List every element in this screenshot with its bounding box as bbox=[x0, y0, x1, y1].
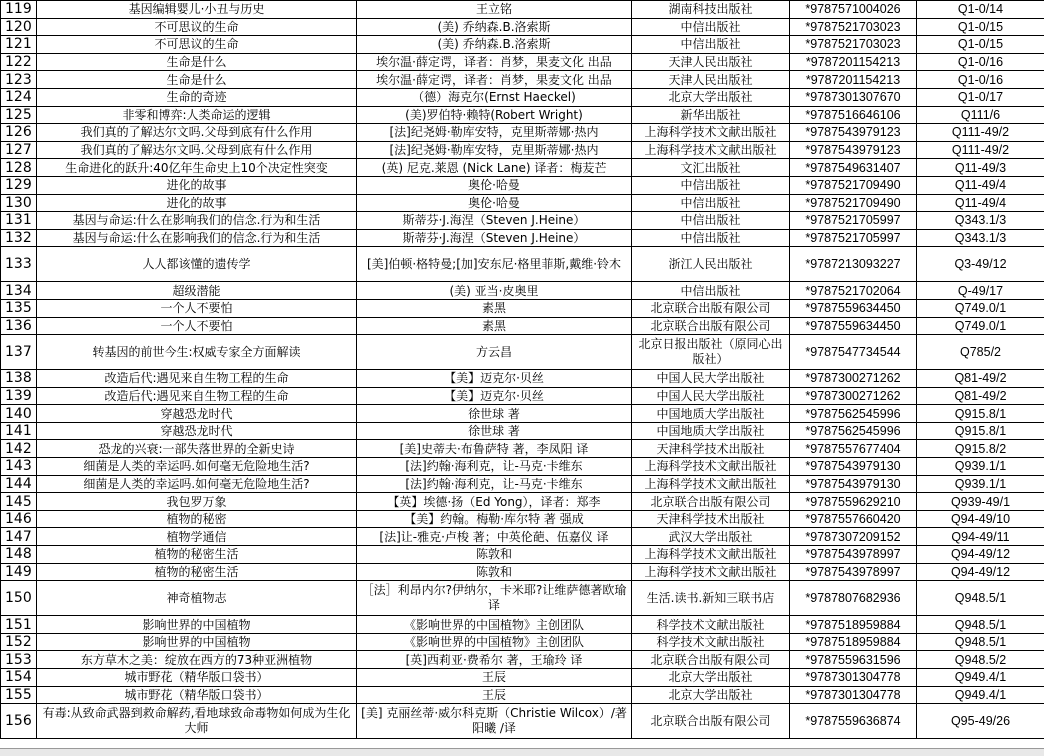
publisher-cell[interactable]: 天津科学技术出版社 bbox=[632, 510, 790, 528]
isbn-cell[interactable]: *9787807682936 bbox=[790, 581, 917, 616]
publisher-cell[interactable]: 中信出版社 bbox=[632, 18, 790, 36]
table-row bbox=[1, 475, 1044, 493]
call-number-cell[interactable]: Q1-0/14 bbox=[917, 1, 1044, 19]
table-row bbox=[1, 141, 1044, 159]
title-cell[interactable]: 不可思议的生命 bbox=[37, 36, 357, 54]
call-number-cell[interactable]: Q948.5/1 bbox=[917, 581, 1044, 616]
call-number-cell[interactable]: Q785/2 bbox=[917, 335, 1044, 370]
row-number-cell[interactable]: 149 bbox=[1, 563, 37, 581]
table-row bbox=[1, 422, 1044, 440]
table-row bbox=[1, 633, 1044, 651]
isbn-cell[interactable]: *9787521705997 bbox=[790, 229, 917, 247]
table-row bbox=[1, 387, 1044, 405]
row-number-cell[interactable]: 133 bbox=[1, 247, 37, 282]
title-cell[interactable]: 细菌是人类的幸运吗.如何毫无危险地生活? bbox=[37, 458, 357, 476]
table-row bbox=[1, 106, 1044, 124]
call-number-cell[interactable]: Q94-49/10 bbox=[917, 510, 1044, 528]
publisher-cell[interactable]: 北京大学出版社 bbox=[632, 669, 790, 687]
isbn-cell[interactable]: *9787562545996 bbox=[790, 405, 917, 423]
row-number-cell[interactable]: 126 bbox=[1, 124, 37, 142]
call-number-cell[interactable]: Q81-49/2 bbox=[917, 370, 1044, 388]
publisher-cell[interactable]: 中信出版社 bbox=[632, 282, 790, 300]
row-number-cell[interactable]: 132 bbox=[1, 229, 37, 247]
table-row bbox=[1, 299, 1044, 317]
call-number-cell[interactable]: Q948.5/2 bbox=[917, 651, 1044, 669]
table-row bbox=[1, 229, 1044, 247]
row-number-cell[interactable]: 140 bbox=[1, 405, 37, 423]
author-cell[interactable]: 【美】约翰。梅勒·库尔特 著 强成 bbox=[357, 510, 632, 528]
table-row bbox=[1, 159, 1044, 177]
isbn-cell[interactable]: *9787543979130 bbox=[790, 475, 917, 493]
table-row bbox=[1, 88, 1044, 106]
row-number-cell[interactable]: 156 bbox=[1, 704, 37, 739]
publisher-cell[interactable]: 文汇出版社 bbox=[632, 159, 790, 177]
call-number-cell[interactable]: Q948.5/1 bbox=[917, 633, 1044, 651]
title-cell[interactable]: 穿越恐龙时代 bbox=[37, 422, 357, 440]
publisher-cell[interactable]: 中信出版社 bbox=[632, 36, 790, 54]
row-number-cell[interactable]: 148 bbox=[1, 546, 37, 564]
publisher-cell[interactable]: 中国地质大学出版社 bbox=[632, 405, 790, 423]
publisher-cell[interactable]: 上海科学技术文献出版社 bbox=[632, 546, 790, 564]
isbn-cell[interactable]: *9787300271262 bbox=[790, 387, 917, 405]
call-number-cell[interactable]: Q948.5/1 bbox=[917, 616, 1044, 634]
author-cell[interactable]: [美]史蒂夫·布鲁萨特 著，李凤阳 译 bbox=[357, 440, 632, 458]
author-cell[interactable]: [美]伯顿·格特曼;[加]安东尼·格里菲斯,戴维·铃木 bbox=[357, 247, 632, 282]
isbn-cell[interactable]: *9787521702064 bbox=[790, 282, 917, 300]
title-cell[interactable]: 植物的秘密 bbox=[37, 510, 357, 528]
table-row bbox=[1, 686, 1044, 704]
isbn-cell[interactable]: *9787559631596 bbox=[790, 651, 917, 669]
author-cell[interactable]: (英) 尼克.莱恩 (Nick Lane) 译者：梅苃芒 bbox=[357, 159, 632, 177]
publisher-cell[interactable]: 上海科学技术文献出版社 bbox=[632, 475, 790, 493]
title-cell[interactable]: 进化的故事 bbox=[37, 176, 357, 194]
call-number-cell[interactable]: Q915.8/1 bbox=[917, 422, 1044, 440]
call-number-cell[interactable]: Q1-0/16 bbox=[917, 71, 1044, 89]
table-row bbox=[1, 510, 1044, 528]
publisher-cell[interactable]: 北京联合出版有限公司 bbox=[632, 704, 790, 739]
call-number-cell[interactable]: Q94-49/11 bbox=[917, 528, 1044, 546]
table-row bbox=[1, 616, 1044, 634]
title-cell[interactable]: 一个人不要怕 bbox=[37, 317, 357, 335]
table-row bbox=[1, 440, 1044, 458]
table-row bbox=[1, 317, 1044, 335]
call-number-cell[interactable]: Q11-49/4 bbox=[917, 194, 1044, 212]
publisher-cell[interactable]: 武汉大学出版社 bbox=[632, 528, 790, 546]
publisher-cell[interactable]: 北京联合出版有限公司 bbox=[632, 493, 790, 511]
table-row bbox=[1, 1, 1044, 19]
author-cell[interactable]: 徐世球 著 bbox=[357, 405, 632, 423]
call-number-cell[interactable]: Q939-49/1 bbox=[917, 493, 1044, 511]
author-cell[interactable]: 埃尔温·薛定谔，译者：肖梦，果麦文化 出品 bbox=[357, 53, 632, 71]
author-cell[interactable]: [法]约翰·海利克，让-马克·卡维东 bbox=[357, 458, 632, 476]
publisher-cell[interactable]: 中国人民大学出版社 bbox=[632, 387, 790, 405]
author-cell[interactable]: (美) 乔纳森.B.洛索斯 bbox=[357, 36, 632, 54]
call-number-cell[interactable]: Q1-0/16 bbox=[917, 53, 1044, 71]
isbn-cell[interactable]: *9787301304778 bbox=[790, 686, 917, 704]
publisher-cell[interactable]: 中国人民大学出版社 bbox=[632, 370, 790, 388]
title-cell[interactable]: 细菌是人类的幸运吗.如何毫无危险地生活? bbox=[37, 475, 357, 493]
isbn-cell[interactable]: *9787201154213 bbox=[790, 53, 917, 71]
author-cell[interactable]: 王辰 bbox=[357, 669, 632, 687]
title-cell[interactable]: 有毒:从致命武器到救命解药,看地球致命毒物如何成为生化大师 bbox=[37, 704, 357, 739]
publisher-cell[interactable]: 北京大学出版社 bbox=[632, 88, 790, 106]
author-cell[interactable]: 王辰 bbox=[357, 686, 632, 704]
row-number-cell[interactable]: 135 bbox=[1, 299, 37, 317]
publisher-cell[interactable]: 浙江人民出版社 bbox=[632, 247, 790, 282]
publisher-cell[interactable]: 科学技术文献出版社 bbox=[632, 633, 790, 651]
table-row bbox=[1, 53, 1044, 71]
call-number-cell[interactable]: Q915.8/2 bbox=[917, 440, 1044, 458]
row-number-cell[interactable]: 125 bbox=[1, 106, 37, 124]
title-cell[interactable]: 穿越恐龙时代 bbox=[37, 405, 357, 423]
row-number-cell[interactable]: 139 bbox=[1, 387, 37, 405]
row-number-cell[interactable]: 144 bbox=[1, 475, 37, 493]
publisher-cell[interactable]: 科学技术文献出版社 bbox=[632, 616, 790, 634]
isbn-cell[interactable]: *9787549631407 bbox=[790, 159, 917, 177]
isbn-cell[interactable]: *9787516646106 bbox=[790, 106, 917, 124]
publisher-cell[interactable]: 上海科学技术文献出版社 bbox=[632, 141, 790, 159]
row-number-cell[interactable]: 119 bbox=[1, 1, 37, 19]
table-row bbox=[1, 405, 1044, 423]
author-cell[interactable]: ［法］利昂内尔?伊纳尔，卡米耶?让维萨德著欧瑜 译 bbox=[357, 581, 632, 616]
row-number-cell[interactable]: 131 bbox=[1, 212, 37, 230]
isbn-cell[interactable]: *9787547734544 bbox=[790, 335, 917, 370]
title-cell[interactable]: 非零和博弈:人类命运的逻辑 bbox=[37, 106, 357, 124]
table-row bbox=[1, 71, 1044, 89]
author-cell[interactable]: 奥伦·哈曼 bbox=[357, 176, 632, 194]
call-number-cell[interactable]: Q749.0/1 bbox=[917, 317, 1044, 335]
row-number-cell[interactable]: 147 bbox=[1, 528, 37, 546]
publisher-cell[interactable]: 中信出版社 bbox=[632, 229, 790, 247]
isbn-cell[interactable]: *9787518959884 bbox=[790, 616, 917, 634]
spreadsheet-body bbox=[1, 1, 1044, 739]
title-cell[interactable]: 恐龙的兴衰:一部失落世界的全新史诗 bbox=[37, 440, 357, 458]
publisher-cell[interactable]: 中信出版社 bbox=[632, 194, 790, 212]
isbn-cell[interactable]: *9787201154213 bbox=[790, 71, 917, 89]
title-cell[interactable]: 超级潜能 bbox=[37, 282, 357, 300]
title-cell[interactable]: 植物的秘密生活 bbox=[37, 546, 357, 564]
isbn-cell[interactable]: *9787543979130 bbox=[790, 458, 917, 476]
title-cell[interactable]: 转基因的前世今生:权威专家全方面解读 bbox=[37, 335, 357, 370]
call-number-cell[interactable]: Q343.1/3 bbox=[917, 229, 1044, 247]
isbn-cell[interactable]: *9787307209152 bbox=[790, 528, 917, 546]
author-cell[interactable]: (美) 亚当·皮奥里 bbox=[357, 282, 632, 300]
call-number-cell[interactable]: Q343.1/3 bbox=[917, 212, 1044, 230]
table-row bbox=[1, 36, 1044, 54]
table-row bbox=[1, 528, 1044, 546]
call-number-cell[interactable]: Q111-49/2 bbox=[917, 141, 1044, 159]
row-number-cell[interactable]: 122 bbox=[1, 53, 37, 71]
author-cell[interactable]: [法]纪尧姆·勒库安特，克里斯蒂娜·热内 bbox=[357, 141, 632, 159]
author-cell[interactable]: [法]约翰·海利克，让-马克·卡维东 bbox=[357, 475, 632, 493]
publisher-cell[interactable]: 中国地质大学出版社 bbox=[632, 422, 790, 440]
author-cell[interactable]: 埃尔温·薛定谔，译者：肖梦，果麦文化 出品 bbox=[357, 71, 632, 89]
isbn-cell[interactable]: *9787521703023 bbox=[790, 18, 917, 36]
call-number-cell[interactable]: Q749.0/1 bbox=[917, 299, 1044, 317]
publisher-cell[interactable]: 中信出版社 bbox=[632, 176, 790, 194]
isbn-cell[interactable]: *9787543979123 bbox=[790, 141, 917, 159]
row-number-cell[interactable]: 145 bbox=[1, 493, 37, 511]
title-cell[interactable]: 生命是什么 bbox=[37, 53, 357, 71]
call-number-cell[interactable]: Q915.8/1 bbox=[917, 405, 1044, 423]
table-row bbox=[1, 335, 1044, 370]
call-number-cell[interactable]: Q939.1/1 bbox=[917, 475, 1044, 493]
author-cell[interactable]: 《影响世界的中国植物》主创团队 bbox=[357, 633, 632, 651]
row-number-cell[interactable]: 127 bbox=[1, 141, 37, 159]
call-number-cell[interactable]: Q949.4/1 bbox=[917, 669, 1044, 687]
title-cell[interactable]: 生命是什么 bbox=[37, 71, 357, 89]
row-number-cell[interactable]: 121 bbox=[1, 36, 37, 54]
row-number-cell[interactable]: 143 bbox=[1, 458, 37, 476]
title-cell[interactable]: 城市野花（精华版口袋书） bbox=[37, 686, 357, 704]
row-number-cell[interactable]: 134 bbox=[1, 282, 37, 300]
call-number-cell[interactable]: Q11-49/3 bbox=[917, 159, 1044, 177]
table-row bbox=[1, 370, 1044, 388]
title-cell[interactable]: 基因编辑婴儿·小丑与历史 bbox=[37, 1, 357, 19]
table-row bbox=[1, 493, 1044, 511]
author-cell[interactable]: 陈敦和 bbox=[357, 563, 632, 581]
author-cell[interactable]: 陈敦和 bbox=[357, 546, 632, 564]
row-number-cell[interactable]: 146 bbox=[1, 510, 37, 528]
publisher-cell[interactable]: 北京联合出版有限公司 bbox=[632, 299, 790, 317]
isbn-cell[interactable]: *9787521709490 bbox=[790, 176, 917, 194]
row-number-cell[interactable]: 153 bbox=[1, 651, 37, 669]
call-number-cell[interactable]: Q111/6 bbox=[917, 106, 1044, 124]
table-row bbox=[1, 546, 1044, 564]
isbn-cell[interactable]: *9787521705997 bbox=[790, 212, 917, 230]
author-cell[interactable]: 素黑 bbox=[357, 299, 632, 317]
call-number-cell[interactable]: Q94-49/12 bbox=[917, 563, 1044, 581]
author-cell[interactable]: 奥伦·哈曼 bbox=[357, 194, 632, 212]
author-cell[interactable]: (美)罗伯特·赖特(Robert Wright) bbox=[357, 106, 632, 124]
row-number-cell[interactable]: 138 bbox=[1, 370, 37, 388]
author-cell[interactable]: [英]西莉亚·费希尔 著，王瑜玲 译 bbox=[357, 651, 632, 669]
isbn-cell[interactable]: *9787559636874 bbox=[790, 704, 917, 739]
author-cell[interactable]: [法]让-雅克·卢梭 著；中英伦葩、伍嘉仪 译 bbox=[357, 528, 632, 546]
title-cell[interactable]: 影响世界的中国植物 bbox=[37, 616, 357, 634]
row-number-cell[interactable]: 124 bbox=[1, 88, 37, 106]
table-row bbox=[1, 212, 1044, 230]
title-cell[interactable]: 神奇植物志 bbox=[37, 581, 357, 616]
title-cell[interactable]: 基因与命运:什么在影响我们的信念.行为和生活 bbox=[37, 212, 357, 230]
isbn-cell[interactable]: *9787559629210 bbox=[790, 493, 917, 511]
table-row bbox=[1, 669, 1044, 687]
table-row bbox=[1, 651, 1044, 669]
author-cell[interactable]: 方云昌 bbox=[357, 335, 632, 370]
isbn-cell[interactable]: *9787518959884 bbox=[790, 633, 917, 651]
row-number-cell[interactable]: 120 bbox=[1, 18, 37, 36]
row-number-cell[interactable]: 123 bbox=[1, 71, 37, 89]
row-number-cell[interactable]: 154 bbox=[1, 669, 37, 687]
publisher-cell[interactable]: 上海科学技术文献出版社 bbox=[632, 458, 790, 476]
author-cell[interactable]: 斯蒂芬·J.海涅（Steven J.Heine） bbox=[357, 229, 632, 247]
isbn-cell[interactable]: *9787559634450 bbox=[790, 317, 917, 335]
row-number-cell[interactable]: 137 bbox=[1, 335, 37, 370]
title-cell[interactable]: 改造后代:遇见来自生物工程的生命 bbox=[37, 370, 357, 388]
table-row bbox=[1, 458, 1044, 476]
call-number-cell[interactable]: Q3-49/12 bbox=[917, 247, 1044, 282]
isbn-cell[interactable]: *9787213093227 bbox=[790, 247, 917, 282]
author-cell[interactable]: 【英】埃德·扬（Ed Yong），译者：郑李 bbox=[357, 493, 632, 511]
publisher-cell[interactable]: 天津科学技术出版社 bbox=[632, 440, 790, 458]
row-number-cell[interactable]: 130 bbox=[1, 194, 37, 212]
title-cell[interactable]: 我们真的了解达尔文吗.父母到底有什么作用 bbox=[37, 124, 357, 142]
isbn-cell[interactable]: *9787301304778 bbox=[790, 669, 917, 687]
author-cell[interactable]: (美) 乔纳森.B.洛索斯 bbox=[357, 18, 632, 36]
isbn-cell[interactable]: *9787559634450 bbox=[790, 299, 917, 317]
title-cell[interactable]: 我们真的了解达尔文吗.父母到底有什么作用 bbox=[37, 141, 357, 159]
title-cell[interactable]: 生命的奇迹 bbox=[37, 88, 357, 106]
title-cell[interactable]: 一个人不要怕 bbox=[37, 299, 357, 317]
title-cell[interactable]: 植物的秘密生活 bbox=[37, 563, 357, 581]
isbn-cell[interactable]: *9787521709490 bbox=[790, 194, 917, 212]
isbn-cell[interactable]: *9787301307670 bbox=[790, 88, 917, 106]
call-number-cell[interactable]: Q1-0/17 bbox=[917, 88, 1044, 106]
publisher-cell[interactable]: 北京日报出版社（原同心出版社） bbox=[632, 335, 790, 370]
title-cell[interactable]: 改造后代:遇见来自生物工程的生命 bbox=[37, 387, 357, 405]
call-number-cell[interactable]: Q-49/17 bbox=[917, 282, 1044, 300]
title-cell[interactable]: 我包罗万象 bbox=[37, 493, 357, 511]
isbn-cell[interactable]: *9787300271262 bbox=[790, 370, 917, 388]
title-cell[interactable]: 城市野花（精华版口袋书） bbox=[37, 669, 357, 687]
row-number-cell[interactable]: 151 bbox=[1, 616, 37, 634]
table-row bbox=[1, 704, 1044, 739]
publisher-cell[interactable]: 北京大学出版社 bbox=[632, 686, 790, 704]
table-row bbox=[1, 282, 1044, 300]
call-number-cell[interactable]: Q95-49/26 bbox=[917, 704, 1044, 739]
title-cell[interactable]: 植物学通信 bbox=[37, 528, 357, 546]
row-number-cell[interactable]: 128 bbox=[1, 159, 37, 177]
table-row bbox=[1, 194, 1044, 212]
isbn-cell[interactable]: *9787543978997 bbox=[790, 546, 917, 564]
author-cell[interactable]: 【美】迈克尔·贝丝 bbox=[357, 370, 632, 388]
isbn-cell[interactable]: *9787521703023 bbox=[790, 36, 917, 54]
isbn-cell[interactable]: *9787557677404 bbox=[790, 440, 917, 458]
row-number-cell[interactable]: 152 bbox=[1, 633, 37, 651]
publisher-cell[interactable]: 中信出版社 bbox=[632, 212, 790, 230]
title-cell[interactable]: 人人都该懂的遗传学 bbox=[37, 247, 357, 282]
call-number-cell[interactable]: Q949.4/1 bbox=[917, 686, 1044, 704]
table-row bbox=[1, 124, 1044, 142]
publisher-cell[interactable]: 天津人民出版社 bbox=[632, 71, 790, 89]
publisher-cell[interactable]: 上海科学技术文献出版社 bbox=[632, 124, 790, 142]
isbn-cell[interactable]: *9787543979123 bbox=[790, 124, 917, 142]
table-row bbox=[1, 176, 1044, 194]
row-number-cell[interactable]: 155 bbox=[1, 686, 37, 704]
call-number-cell[interactable]: Q81-49/2 bbox=[917, 387, 1044, 405]
call-number-cell[interactable]: Q1-0/15 bbox=[917, 36, 1044, 54]
author-cell[interactable]: 素黑 bbox=[357, 317, 632, 335]
row-number-cell[interactable]: 150 bbox=[1, 581, 37, 616]
isbn-cell[interactable]: *9787571004026 bbox=[790, 1, 917, 19]
isbn-cell[interactable]: *9787562545996 bbox=[790, 422, 917, 440]
publisher-cell[interactable]: 天津人民出版社 bbox=[632, 53, 790, 71]
author-cell[interactable]: 【美】迈克尔·贝丝 bbox=[357, 387, 632, 405]
author-cell[interactable]: 斯蒂芬·J.海涅（Steven J.Heine） bbox=[357, 212, 632, 230]
title-cell[interactable]: 东方草木之美：绽放在西方的73种亚洲植物 bbox=[37, 651, 357, 669]
table-row bbox=[1, 563, 1044, 581]
publisher-cell[interactable]: 湖南科技出版社 bbox=[632, 1, 790, 19]
title-cell[interactable]: 生命进化的跃升:40亿年生命史上10个决定性突变 bbox=[37, 159, 357, 177]
call-number-cell[interactable]: Q939.1/1 bbox=[917, 458, 1044, 476]
call-number-cell[interactable]: Q1-0/15 bbox=[917, 18, 1044, 36]
publisher-cell[interactable]: 新华出版社 bbox=[632, 106, 790, 124]
publisher-cell[interactable]: 北京联合出版有限公司 bbox=[632, 651, 790, 669]
author-cell[interactable]: （德）海克尔(Ernst Haeckel) bbox=[357, 88, 632, 106]
table-row bbox=[1, 18, 1044, 36]
title-cell[interactable]: 不可思议的生命 bbox=[37, 18, 357, 36]
author-cell[interactable]: [美] 克丽丝蒂·威尔科克斯（Christie Wilcox）/著 阳曦 /译 bbox=[357, 704, 632, 739]
row-number-cell[interactable]: 141 bbox=[1, 422, 37, 440]
author-cell[interactable]: 王立铭 bbox=[357, 1, 632, 19]
title-cell[interactable]: 进化的故事 bbox=[37, 194, 357, 212]
publisher-cell[interactable]: 上海科学技术文献出版社 bbox=[632, 563, 790, 581]
table-row bbox=[1, 581, 1044, 616]
table-row bbox=[1, 247, 1044, 282]
title-cell[interactable]: 基因与命运:什么在影响我们的信念.行为和生活 bbox=[37, 229, 357, 247]
isbn-cell[interactable]: *9787543978997 bbox=[790, 563, 917, 581]
row-number-cell[interactable]: 142 bbox=[1, 440, 37, 458]
author-cell[interactable]: [法]纪尧姆·勒库安特，克里斯蒂娜·热内 bbox=[357, 124, 632, 142]
publisher-cell[interactable]: 生活.读书.新知三联书店 bbox=[632, 581, 790, 616]
isbn-cell[interactable]: *9787557660420 bbox=[790, 510, 917, 528]
call-number-cell[interactable]: Q111-49/2 bbox=[917, 124, 1044, 142]
publisher-cell[interactable]: 北京联合出版有限公司 bbox=[632, 317, 790, 335]
author-cell[interactable]: 徐世球 著 bbox=[357, 422, 632, 440]
call-number-cell[interactable]: Q94-49/12 bbox=[917, 546, 1044, 564]
row-number-cell[interactable]: 129 bbox=[1, 176, 37, 194]
call-number-cell[interactable]: Q11-49/4 bbox=[917, 176, 1044, 194]
author-cell[interactable]: 《影响世界的中国植物》主创团队 bbox=[357, 616, 632, 634]
title-cell[interactable]: 影响世界的中国植物 bbox=[37, 633, 357, 651]
row-number-cell[interactable]: 136 bbox=[1, 317, 37, 335]
